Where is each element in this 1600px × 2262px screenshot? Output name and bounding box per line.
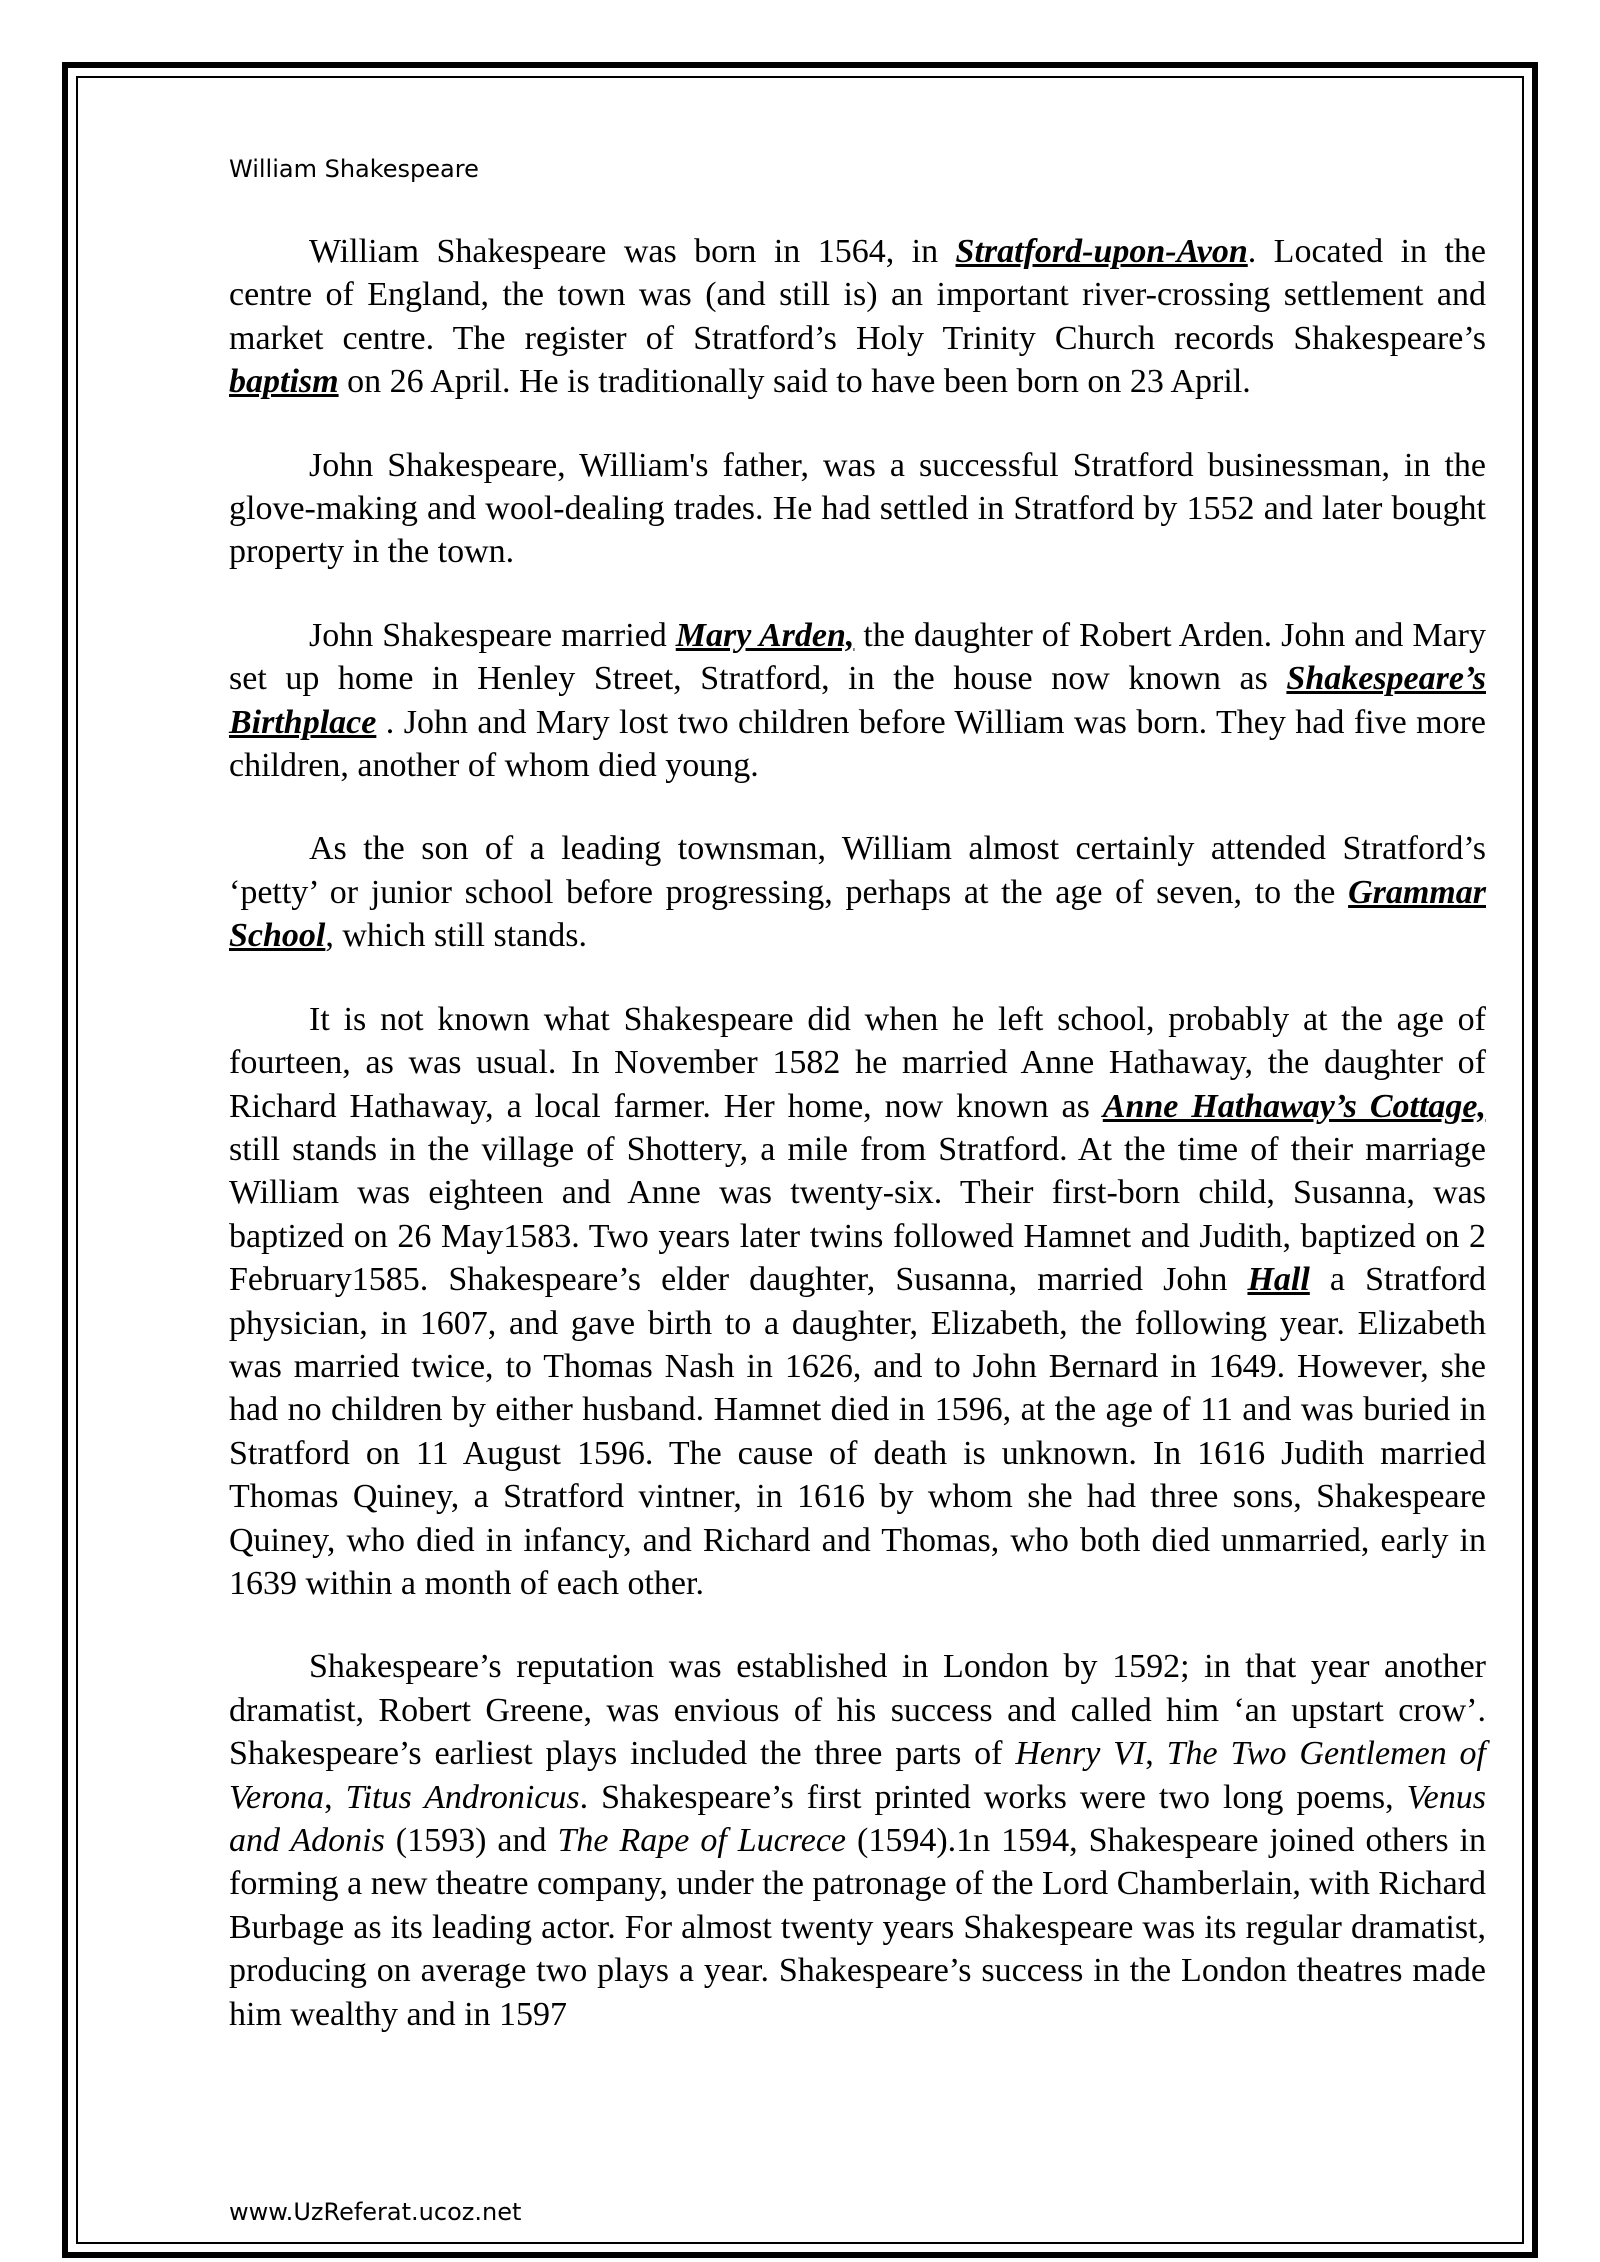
paragraph-birth: William Shakespeare was born in 1564, in Stratford-upon-Avon. Located in the centre of England, the town was (and still is) an important river-crossing settlement and market centre. The register of Stratford’s Holy Trinity Church records Shakespeare’s baptism on 26 April. He is traditionally said to have been born on 23 April.	[229, 233, 1486, 401]
link-shakespeares-birthplace[interactable]: Shakespeare’s Birthplace	[229, 660, 1486, 741]
link-hall[interactable]: Hall	[1247, 1261, 1310, 1299]
title-titus-andronicus: Titus Andronicus	[345, 1778, 580, 1816]
paragraph-father: John Shakespeare, William's father, was a successful Stratford businessman, in the glove-making and wool-dealing trades. He had settled in Stratford by 1552 and later bought property in the town.	[229, 446, 1486, 571]
link-anne-hathaways-cottage[interactable]: Anne Hathaway’s Cottage,	[1102, 1087, 1486, 1125]
link-mary-arden[interactable]: Mary Arden,	[675, 616, 855, 654]
title-henry-vi: Henry VI	[1015, 1735, 1146, 1773]
paragraph-london-career: Shakespeare’s reputation was established in London by 1592; in that year another dramatist, Robert Greene, was envious of his success and called him ‘an upstart crow’. Shakespeare’s earliest plays included the three parts of Henry VI, The Two Gentlemen of Verona, Titus Andronicus. Shakespeare’s first printed works were two long poems, Venus and Adonis (1593) and The Rape of Lucrece (1594).1n 1594, Shakespeare joined others in forming a new theatre company, under the patronage of the Lord Chamberlain, with Richard Burbage as its leading actor. For almost twenty years Shakespeare was its regular dramatist, producing on average two plays a year. Shakespeare’s success in the London theatres made him wealthy and in 1597	[229, 1648, 1486, 2033]
title-venus-and-adonis: Venus and Adonis	[229, 1778, 1486, 1859]
link-stratford-upon-avon[interactable]: Stratford-upon-Avon	[955, 233, 1248, 270]
paragraph-mother: John Shakespeare married Mary Arden, the daughter of Robert Arden. John and Mary set up home in Henley Street, Stratford, in the house now known as Shakespeare’s Birthplace . John and Mary lost two children before William was born. They had five more children, another of whom died young.	[229, 616, 1487, 785]
title-rape-of-lucrece: The Rape of Lucrece	[557, 1822, 847, 1859]
page-footer: www.UzReferat.ucoz.net	[229, 2198, 522, 2226]
paragraph-school: As the son of a leading townsman, William almost certainly attended Stratford’s ‘petty’ or junior school before progressing, perhaps at the age of seven, to the Grammar School, which still stands.	[229, 830, 1486, 955]
page-header: William Shakespeare	[229, 155, 479, 183]
link-grammar-school[interactable]: Grammar School	[229, 873, 1486, 955]
document-body	[229, 230, 1486, 2076]
paragraph-marriage-family: It is not known what Shakespeare did when he left school, probably at the age of fourteen, as was usual. In November 1582 he married Anne Hathaway, the daughter of Richard Hathaway, a local farmer. Her home, now known as Anne Hathaway’s Cottage, still stands in the village of Shottery, a mile from Stratford. At the time of their marriage William was eighteen and Anne was twenty-six. Their first-born child, Susanna, was baptized on 26 May1583. Two years later twins followed Hamnet and Judith, baptized on 2 February1585. Shakespeare’s elder daughter, Susanna, married John Hall a Stratford physician, in 1607, and gave birth to a daughter, Elizabeth, the following year. Elizabeth was married twice, to Thomas Nash in 1626, and to John Bernard in 1649. However, she had no children by either husband. Hamnet died in 1596, at the age of 11 and was buried in Stratford on 11 August 1596. The cause of death is unknown. In 1616 Judith married Thomas Quiney, a Stratford vintner, in 1616 by whom she had three sons, Shakespeare Quiney, who died in infancy, and Richard and Thomas, who both died unmarried, early in 1639 within a month of each other.	[229, 1000, 1486, 1602]
link-baptism[interactable]: baptism	[229, 363, 339, 401]
title-two-gentlemen: The Two Gentlemen of Verona	[229, 1735, 1486, 1816]
